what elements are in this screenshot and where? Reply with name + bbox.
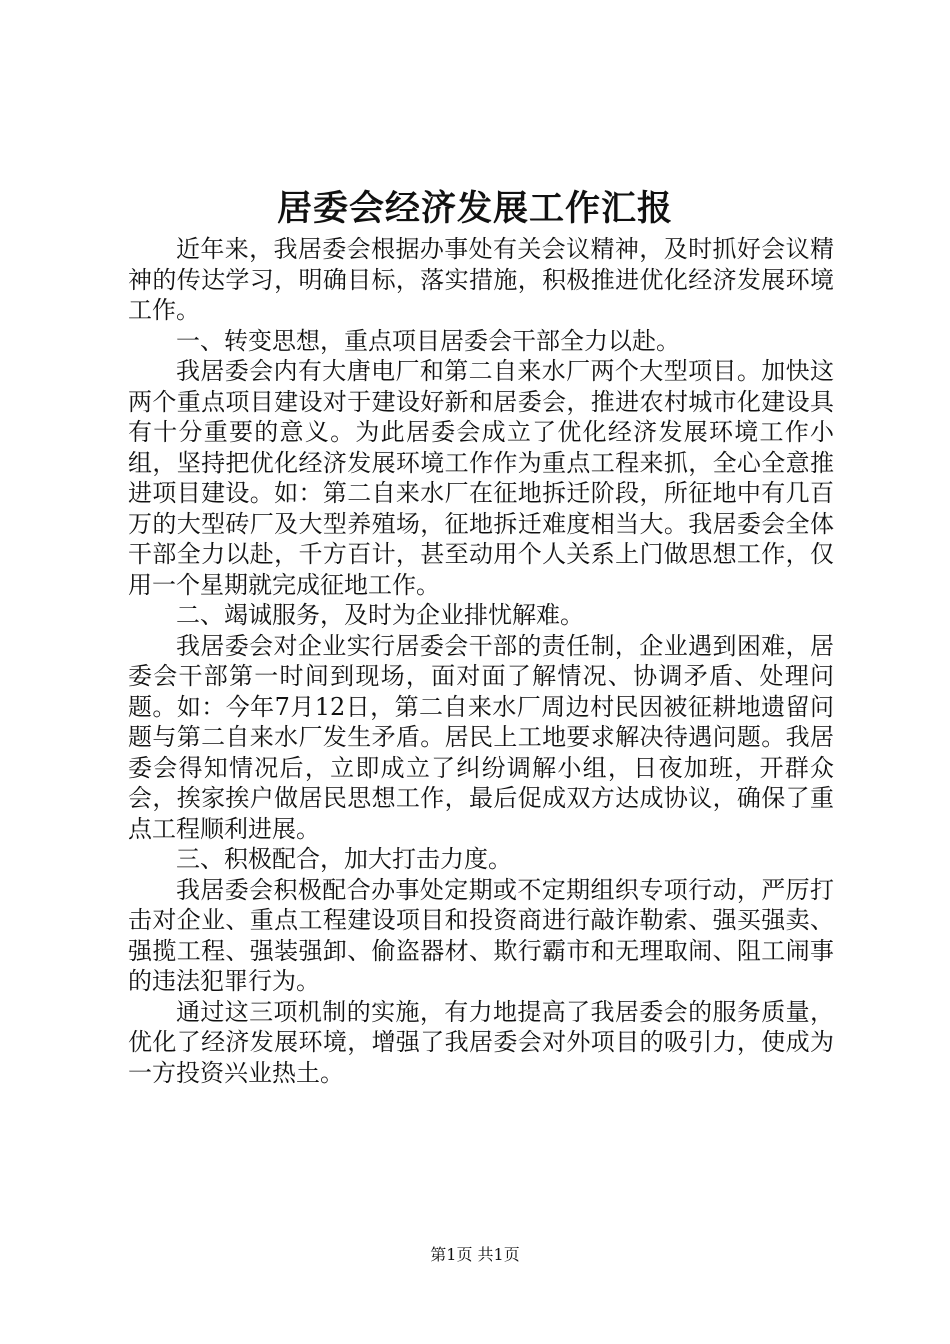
heading-section-2: 二、竭诚服务，及时为企业排忧解难。	[176, 601, 584, 629]
page-footer: 第1页 共1页	[430, 1245, 520, 1264]
document-title: 居委会经济发展工作汇报	[276, 188, 673, 229]
paragraph-intro: 近年来，我居委会根据办事处有关会议精神，及时抓好会议精神的传达学习，明确目标，落实措施，积极推进优化经济发展环境工作。	[128, 235, 834, 324]
paragraph-section-1: 我居委会内有大唐电厂和第二自来水厂两个大型项目。加快这两个重点项目建设对于建设好新和居委会，推进农村城市化建设具有十分重要的意义。为此居委会成立了优化经济发展环境工作小组，坚持把优化经济发展环境工作作为重点工程来抓，全心全意推进项目建设。如：第二自来水厂在征地拆迁阶段，所征地中有几百万的大型砖厂及大型养殖场，征地拆迁难度相当大。我居委会全体干部全力以赴，千方百计，甚至动用个人关系上门做思想工作，仅用一个星期就完成征地工作。	[128, 357, 834, 599]
paragraph-section-2: 我居委会对企业实行居委会干部的责任制，企业遇到困难，居委会干部第一时间到现场，面对面了解情况、协调矛盾、处理问题。如：今年7月12日，第二自来水厂周边村民因被征耕地遗留问题与第二自来水厂发生矛盾。居民上工地要求解决待遇问题。我居委会得知情况后，立即成立了纠纷调解小组，日夜加班，开群众会，挨家挨户做居民思想工作，最后促成双方达成协议，确保了重点工程顺利进展。	[128, 631, 834, 843]
document-body	[128, 234, 834, 1088]
heading-section-3: 三、积极配合，加大打击力度。	[176, 845, 512, 873]
heading-section-1: 一、转变思想，重点项目居委会干部全力以赴。	[176, 326, 680, 355]
paragraph-conclusion: 通过这三项机制的实施，有力地提高了我居委会的服务质量，优化了经济发展环境，增强了我居委会对外项目的吸引力，使成为一方投资兴业热土。	[128, 997, 834, 1087]
paragraph-section-3: 我居委会积极配合办事处定期或不定期组织专项行动，严厉打击对企业、重点工程建设项目和投资商进行敲诈勒索、强买强卖、强揽工程、强装强卸、偷盗器材、欺行霸市和无理取闹、阻工闹事的违法犯罪行为。	[128, 875, 834, 995]
